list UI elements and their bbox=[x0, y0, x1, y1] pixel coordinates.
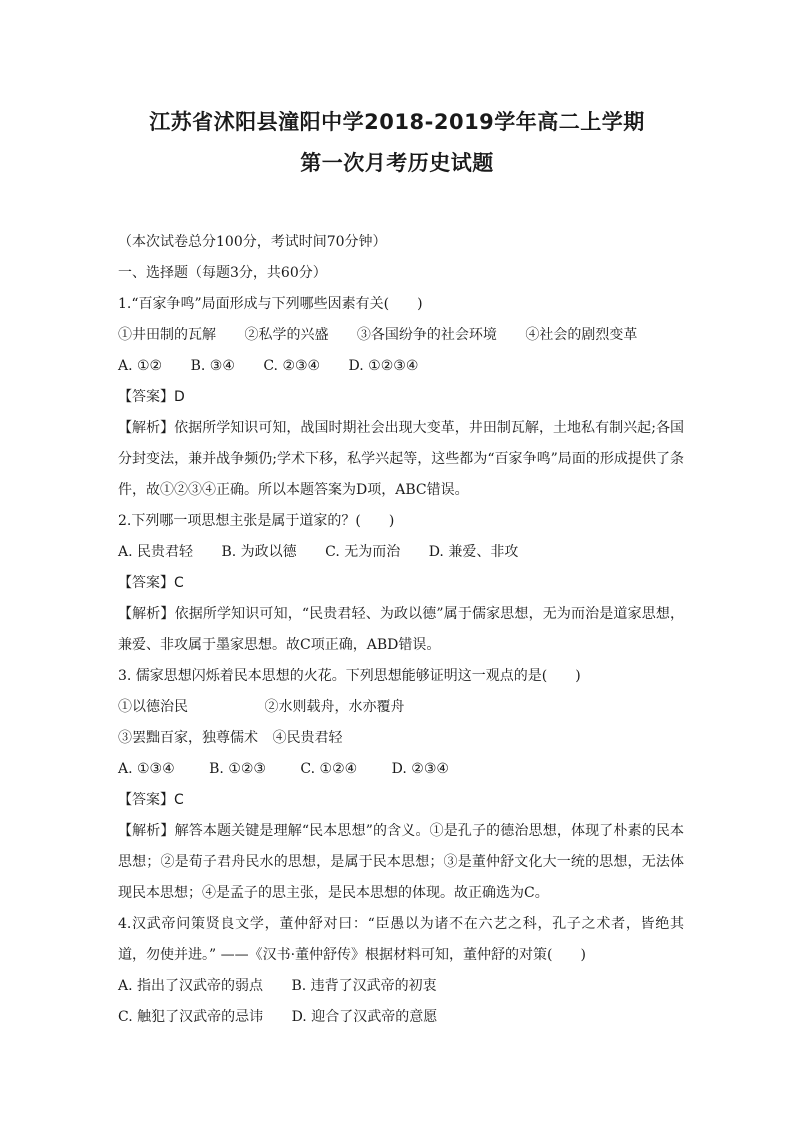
q4-option-d: D. 迎合了汉武帝的意愿 bbox=[291, 1009, 438, 1025]
q4-option-c: C. 触犯了汉武帝的忌讳 bbox=[118, 1009, 264, 1025]
exam-title-line2: 第一次月考历史试题 bbox=[300, 151, 494, 175]
q1-item-3: ③各国纷争的社会环境 bbox=[356, 327, 497, 343]
q4-option-a: A. 指出了汉武帝的弱点 bbox=[118, 978, 264, 994]
q3-option-c: C. ①②④ bbox=[300, 761, 358, 777]
q3-item-1: ①以德治民 bbox=[118, 699, 188, 715]
q3-item-4: ④民贵君轻 bbox=[272, 730, 343, 746]
q3-stem: 3. 儒家思想闪烁着民本思想的火花。下列思想能够证明这一观点的是( ) bbox=[118, 668, 581, 684]
exam-title-line1: 江苏省沭阳县潼阳中学2018-2019学年高二上学期 bbox=[149, 110, 645, 134]
q3-option-b: B. ①②③ bbox=[209, 761, 266, 777]
q1-stem: 1.“百家争鸣”局面形成与下列哪些因素有关( ) bbox=[118, 296, 423, 312]
q1-item-4: ④社会的剧烈变革 bbox=[525, 327, 638, 343]
q1-option-d: D. ①②③④ bbox=[348, 358, 419, 374]
q2-option-a: A. 民贵君轻 bbox=[118, 544, 194, 560]
q1-option-a: A. ①② bbox=[118, 358, 163, 374]
q1-item-2: ②私学的兴盛 bbox=[244, 327, 329, 343]
q2-option-d: D. 兼爱、非攻 bbox=[428, 544, 519, 560]
q2-options bbox=[118, 537, 684, 568]
exam-content bbox=[118, 227, 684, 1033]
q3-item-2: ②水则载舟，水亦覆舟 bbox=[264, 699, 405, 715]
q1-option-c: C. ②③④ bbox=[263, 358, 321, 374]
q4-option-b: B. 违背了汉武帝的初衷 bbox=[291, 978, 437, 994]
q4-stem: 4.汉武帝问策贤良文学，董仲舒对曰：“臣愚以为诸不在六艺之科，孔子之术者，皆绝其道，勿使并进。” ——《汉书·董仲舒传》根据材料可知，董仲舒的对策( ) bbox=[118, 916, 684, 963]
q3-item-3: ③罢黜百家，独尊儒术 bbox=[118, 730, 258, 746]
section-heading: 一、选择题（每题3分，共60分） bbox=[118, 265, 327, 281]
q3-answer: 【答案】C bbox=[118, 792, 184, 808]
q3-option-d: D. ②③④ bbox=[391, 761, 449, 777]
q1-option-b: B. ③④ bbox=[190, 358, 235, 374]
q2-option-c: C. 无为而治 bbox=[325, 544, 401, 560]
q1-analysis: 【解析】依据所学知识可知，战国时期社会出现大变革，井田制瓦解，土地私有制兴起;各国分封变法，兼并战争频仍;学术下移，私学兴起等，这些都为“百家争鸣”局面的形成提供了条件，故①②③④正确。所以本题答案为D项，ABC错误。 bbox=[118, 420, 684, 498]
q1-item-1: ①井田制的瓦解 bbox=[118, 327, 216, 343]
q2-stem: 2.下列哪一项思想主张是属于道家的？( ) bbox=[118, 513, 395, 529]
q2-option-b: B. 为政以德 bbox=[221, 544, 297, 560]
q1-answer: 【答案】D bbox=[118, 389, 185, 405]
q3-options bbox=[118, 754, 684, 785]
q4-options-row1 bbox=[118, 971, 684, 1002]
q3-items-row2 bbox=[118, 723, 684, 754]
q2-answer: 【答案】C bbox=[118, 575, 184, 591]
q3-items-row1 bbox=[118, 692, 684, 723]
q1-items bbox=[118, 320, 684, 351]
q3-option-a: A. ①③④ bbox=[118, 761, 175, 777]
q1-options bbox=[118, 351, 684, 382]
exam-meta: （本次试卷总分100分，考试时间70分钟） bbox=[118, 234, 387, 250]
q3-analysis: 【解析】解答本题关键是理解“民本思想”的含义。①是孔子的德治思想，体现了朴素的民本思想；②是荀子君舟民水的思想，是属于民本思想；③是董仲舒文化大一统的思想，无法体现民本思想；④是孟子的思主张，是民本思想的体现。故正确选为C。 bbox=[118, 823, 684, 901]
q2-analysis: 【解析】依据所学知识可知，“民贵君轻、为政以德”属于儒家思想，无为而治是道家思想，兼爱、非攻属于墨家思想。故C项正确，ABD错误。 bbox=[118, 606, 684, 653]
q4-options-row2 bbox=[118, 1002, 684, 1033]
